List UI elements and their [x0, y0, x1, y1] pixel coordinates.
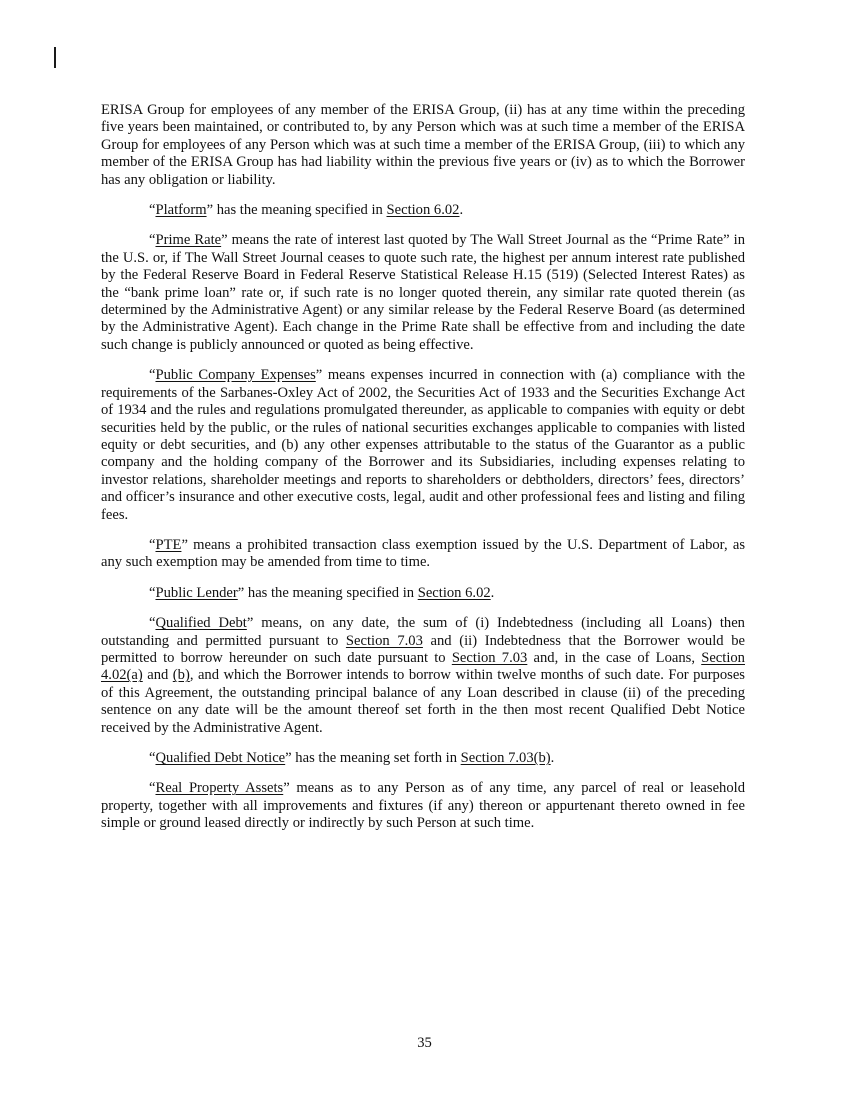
paragraph-text: “: [149, 367, 156, 384]
underlined-term: Real Property Assets: [155, 780, 284, 797]
paragraph-text: “: [149, 780, 156, 797]
definition-paragraph: [101, 232, 745, 354]
underlined-term: Section 6.02: [417, 584, 491, 601]
paragraph-text: “: [149, 584, 156, 601]
page-number: 35: [417, 1035, 432, 1051]
paragraph-text: ” means a prohibited transaction class exemption issued by the U.S. Department of Labor, as any such exemption may be amended from time to time.: [101, 536, 745, 571]
paragraph-text: ” means as to any Person as of any time, any parcel of real or leasehold property, together with all improvements and fixtures (if any) thereon or appurtenant thereto owned in fee simple or ground leased directly or indirectly by such Person at such time.: [101, 780, 745, 832]
underlined-term: Section 7.03(b): [460, 750, 551, 766]
underlined-term: Qualified Debt Notice: [155, 750, 286, 766]
paragraph-text: “: [149, 750, 156, 766]
definition-paragraph: [101, 615, 745, 737]
underlined-term: PTE: [155, 536, 182, 553]
definition-paragraph: [101, 102, 745, 189]
underlined-term: Section 4.02(a): [101, 649, 745, 684]
document-body: [101, 102, 745, 846]
underlined-term: Platform: [155, 202, 207, 219]
definition-paragraph: [101, 202, 745, 219]
paragraph-text: and (ii) Indebtedness that the Borrower would be permitted to borrow hereunder on such date pursuant to: [101, 632, 746, 666]
paragraph-text: .: [490, 584, 495, 601]
paragraph-text: ” has the meaning specified in: [237, 584, 418, 601]
definition-paragraph: [101, 780, 745, 832]
paragraph-text: “: [149, 202, 156, 219]
paragraph-text: ” means expenses incurred in connection with (a) compliance with the requirements of the Sarbanes-Oxley Act of 2002, the Securities Act of 1933 and the Securities Exchange Act of 1934 and the rules and regulations promulgated thereunder, as applicable to companies with equity or debt securities held by the public, or the rules of national securities exchanges applicable to companies with listed equity or debt securities, and (b) any other expenses attributable to the status of the Guarantor as a public company and the holding company of the Borrower and its Subsidiaries, including expenses relating to investor relations, shareholder meetings and reports to shareholders or debtholders, directors’ fees, directors’ and officer’s insurance and other executive costs, legal, audit and other professional fees and listing and filing fees.: [101, 367, 745, 523]
underlined-term: Public Company Expenses: [155, 367, 316, 384]
paragraph-text: and, in the case of Loans,: [527, 649, 702, 666]
paragraph-text: ” means, on any date, the sum of (i) Indebtedness (including all Loans) then outstanding and permitted pursuant to: [101, 615, 745, 649]
definition-paragraph: [101, 750, 745, 767]
paragraph-text: “: [149, 615, 156, 632]
paragraph-text: “: [149, 232, 156, 249]
underlined-term: Qualified Debt: [155, 615, 247, 632]
paragraph-text: .: [550, 750, 555, 766]
underlined-term: Section 7.03: [345, 632, 423, 649]
definition-paragraph: [101, 367, 745, 524]
paragraph-text: ERISA Group for employees of any member of the ERISA Group, (ii) has at any time within the preceding five years been maintained, or contributed to, by any Person which was at such time a member of the ERISA Group for employees of any Person which was at such time a member of the ERISA Group, (iii) to which any member of the ERISA Group has had liability within the previous five years or (iv) as to which the Borrower has any obligation or liability.: [101, 102, 745, 188]
paragraph-text: .: [459, 202, 464, 219]
paragraph-text: and: [142, 667, 173, 684]
paragraph-text: ” has the meaning set forth in: [285, 750, 461, 766]
underlined-term: Section 7.03: [451, 649, 528, 666]
definition-paragraph: [101, 537, 745, 572]
paragraph-text: , and which the Borrower intends to borrow within twelve months of such date. For purposes of this Agreement, the outstanding principal balance of any Loan described in clause (ii) of the preceding sentence on any date will be the amount thereof set forth in the then most recent Qualified Debt Notice received by the Administrative Agent.: [101, 667, 745, 736]
underlined-term: Prime Rate: [155, 232, 222, 249]
revision-change-bar: [54, 47, 56, 68]
underlined-term: (b): [172, 667, 190, 684]
paragraph-text: “: [149, 536, 156, 553]
paragraph-text: ” means the rate of interest last quoted by The Wall Street Journal as the “Prime Rate” in the U.S. or, if The Wall Street Journal ceases to quote such rate, the highest per annum interest rate published by the Federal Reserve Board in Federal Reserve Statistical Release H.15 (519) (Selected Interest Rates) as the “bank prime loan” rate or, if such rate is no longer quoted therein, any similar rate quoted therein (as determined by the Administrative Agent) or any similar release by the Federal Reserve Board (as determined by the Administrative Agent). Each change in the Prime Rate shall be effective from and including the date such change is publicly announced or quoted as being effective.: [101, 232, 745, 353]
paragraph-text: ” has the meaning specified in: [206, 202, 387, 219]
underlined-term: Public Lender: [155, 584, 238, 601]
definition-paragraph: [101, 585, 745, 602]
underlined-term: Section 6.02: [386, 202, 460, 219]
